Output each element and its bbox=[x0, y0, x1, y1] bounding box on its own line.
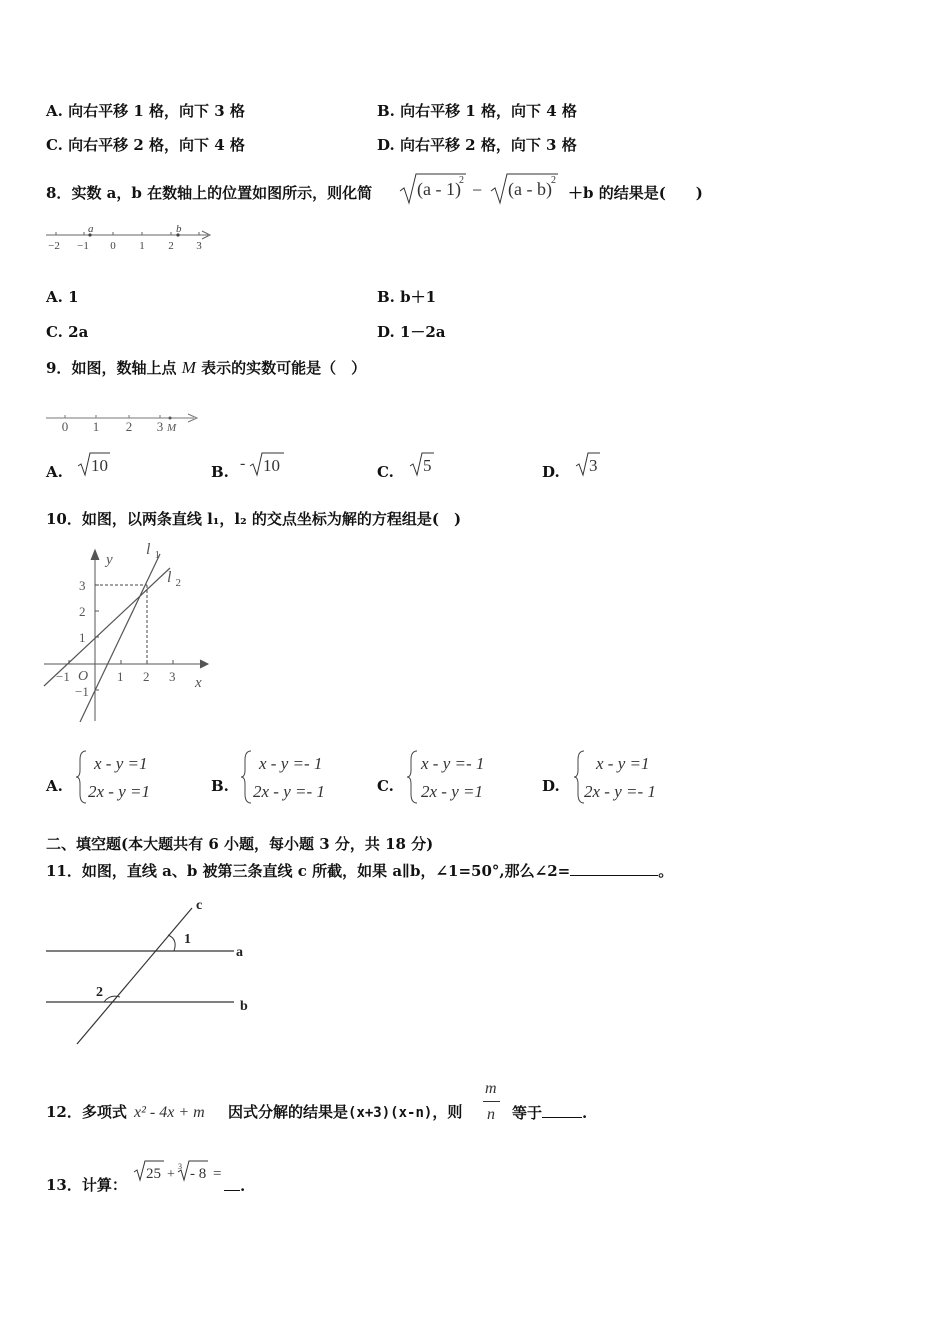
q10-option-a: A. bbox=[46, 777, 63, 795]
q8-power2: 2 bbox=[551, 175, 556, 186]
q9-option-b: B. bbox=[211, 463, 229, 481]
q7-option-a: A. 向右平移 1 格，向下 3 格 bbox=[46, 102, 245, 120]
q11-label-c: c bbox=[196, 898, 203, 913]
q8-label-a: a bbox=[88, 223, 94, 235]
q11-label-1: 1 bbox=[184, 932, 191, 947]
q13-answer-blank bbox=[224, 1178, 240, 1191]
q10-x-tick: 1 bbox=[117, 669, 124, 684]
q7-option-b: B. 向右平移 1 格，向下 4 格 bbox=[377, 102, 577, 120]
q9-option-c-sqrt bbox=[408, 451, 448, 477]
q8-option-d: D. 1－2a bbox=[377, 323, 446, 341]
q7-option-c: C. 向右平移 2 格，向下 4 格 bbox=[46, 136, 245, 154]
q8-tick-label: 2 bbox=[168, 240, 174, 252]
q10-option-b: B. bbox=[211, 777, 229, 795]
q11-angle2-arc bbox=[104, 996, 120, 1002]
q9-number-line bbox=[44, 406, 204, 436]
q10-graph bbox=[40, 536, 220, 726]
q9-option-a: A. bbox=[46, 463, 63, 481]
q8-tick-label: 1 bbox=[139, 240, 145, 252]
q10-option-a-system: x - y =1 2x - y =1 bbox=[76, 748, 186, 808]
q8-number-line bbox=[44, 222, 214, 254]
q8-tick-label: −1 bbox=[77, 240, 89, 252]
q9-tick-label: 3 bbox=[156, 419, 164, 434]
section-2-title: 二、填空题(本大题共有 6 小题，每小题 3 分，共 18 分) bbox=[46, 835, 434, 853]
q12-answer-blank bbox=[542, 1105, 582, 1118]
q9-point-label: M bbox=[181, 358, 196, 377]
q10-y-label: y bbox=[106, 552, 113, 568]
q12-frac-bar bbox=[483, 1101, 500, 1102]
q11-label-2: 2 bbox=[96, 985, 103, 1000]
q8-tail: ＋b 的结果是( ) bbox=[568, 184, 703, 202]
q11-label-b: b bbox=[240, 999, 248, 1014]
q10-option-c-system: x - y =- 1 2x - y =1 bbox=[407, 748, 527, 808]
q13-radicand-a: 25 bbox=[146, 1166, 161, 1182]
q8-tick-label: 0 bbox=[110, 240, 116, 252]
q10-origin-label: O bbox=[78, 669, 89, 684]
q13-plus: + bbox=[167, 1167, 175, 1182]
q8-stem: 8．实数 a，b 在数轴上的位置如图所示，则化简 bbox=[46, 184, 373, 202]
q13-tail: . bbox=[224, 1178, 245, 1194]
q12-tail: 等于 . bbox=[512, 1104, 588, 1122]
q10-stem: 10．如图，以两条直线 l₁，l₂ 的交点坐标为解的方程组是( ) bbox=[46, 510, 462, 528]
q11-angle1-arc bbox=[168, 935, 175, 951]
q9-tick-label: 2 bbox=[125, 419, 133, 434]
q11-figure bbox=[44, 898, 264, 1048]
q10-option-d: D. bbox=[542, 777, 560, 795]
q12-polynomial: x² - 4x + m bbox=[134, 1104, 205, 1121]
q11-answer-blank bbox=[570, 863, 658, 876]
q9-option-b-sqrt bbox=[240, 451, 300, 477]
q10-l2-label: l $_2$ bbox=[167, 569, 181, 589]
q10-x-tick: −1 bbox=[56, 669, 70, 684]
q8-option-b: B. b＋1 bbox=[377, 288, 437, 306]
q11-label-a: a bbox=[236, 945, 243, 960]
q8-expr2: (a - b) bbox=[508, 179, 552, 199]
q9-point-m bbox=[169, 417, 172, 420]
q13-cube-index: 3 bbox=[178, 1162, 182, 1171]
q9-option-a-sqrt bbox=[76, 451, 126, 477]
q9-stem: 9．如图，数轴上点 M 表示的实数可能是（ ） bbox=[46, 358, 367, 377]
q10-y-tick: 2 bbox=[79, 604, 86, 619]
q12-mid: 因式分解的结果是(x+3)(x-n)，则 bbox=[228, 1103, 463, 1121]
q10-option-b-system: x - y =- 1 2x - y =- 1 bbox=[241, 748, 361, 808]
svg-text:10: 10 bbox=[91, 456, 108, 475]
svg-text:5: 5 bbox=[423, 456, 432, 475]
q8-tick-label: 3 bbox=[196, 240, 202, 252]
svg-text:10: 10 bbox=[263, 456, 280, 475]
q13-eq: = bbox=[213, 1166, 222, 1182]
q8-option-a: A. 1 bbox=[46, 288, 79, 306]
q8-label-b: b bbox=[176, 223, 182, 235]
q8-tick-label: −2 bbox=[48, 240, 60, 252]
q9-tick-label: 1 bbox=[92, 419, 100, 434]
q10-x-tick: 2 bbox=[143, 669, 150, 684]
q9-option-d-sqrt bbox=[574, 451, 614, 477]
q8-option-c: C. 2a bbox=[46, 323, 89, 341]
q10-x-tick: 3 bbox=[169, 669, 176, 684]
q8-minus: − bbox=[472, 180, 483, 200]
q10-y-tick: −1 bbox=[75, 684, 89, 699]
q8-expr1: (a - 1) bbox=[417, 179, 461, 199]
q11-stem: 11．如图，直线 a、b 被第三条直线 c 所截，如果 a∥b，∠1=50°,那么∠2= 。 bbox=[46, 862, 674, 880]
q10-option-c: C. bbox=[377, 777, 394, 795]
q13-radicand-b: - 8 bbox=[190, 1166, 207, 1182]
q9-tick-label: 0 bbox=[61, 419, 69, 434]
q12-frac-num: m bbox=[485, 1080, 497, 1097]
q9-option-d: D. bbox=[542, 463, 560, 481]
q8-power1: 2 bbox=[459, 175, 464, 186]
q10-l1-label: l $_1$ bbox=[146, 541, 160, 561]
q12-factored: (x+3)(x-n) bbox=[348, 1105, 433, 1121]
q7-option-d: D. 向右平移 2 格，向下 3 格 bbox=[377, 136, 577, 154]
q9-option-c: C. bbox=[377, 463, 394, 481]
q10-y-tick: 3 bbox=[79, 578, 86, 593]
q10-option-d-system: x - y =1 2x - y =- 1 bbox=[574, 748, 694, 808]
q10-line-l1 bbox=[80, 554, 160, 722]
q11-line-c bbox=[77, 908, 192, 1044]
q10-x-label: x bbox=[195, 675, 202, 691]
q12-frac-den: n bbox=[487, 1106, 495, 1123]
svg-text:3: 3 bbox=[589, 456, 598, 475]
q13-stem: 13．计算： bbox=[46, 1176, 127, 1194]
q10-y-tick: 1 bbox=[79, 630, 86, 645]
q9-label-m: M bbox=[167, 422, 177, 434]
q12-stem: 12．多项式 bbox=[46, 1103, 127, 1121]
svg-text:-: - bbox=[240, 455, 246, 472]
